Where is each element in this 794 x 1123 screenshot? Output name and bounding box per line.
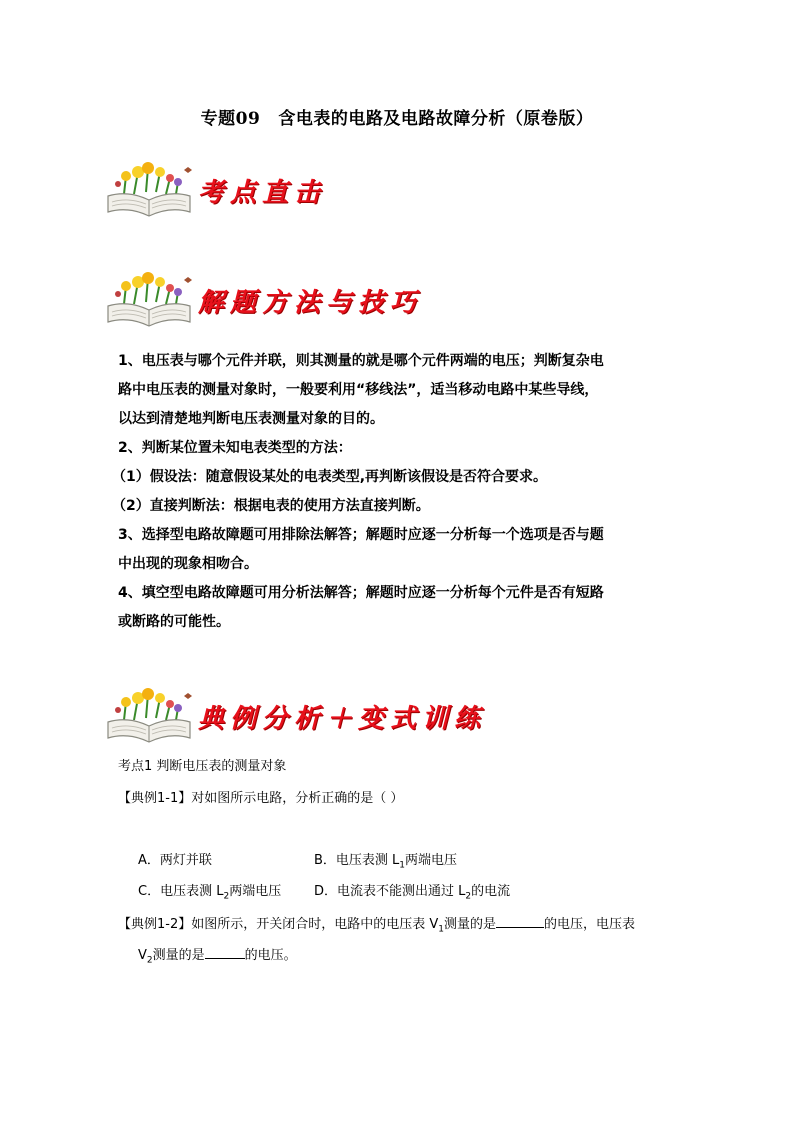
- answer-blank[interactable]: [496, 913, 544, 928]
- answer-blank[interactable]: [205, 944, 245, 959]
- method-line: 1、电压表与哪个元件并联，则其测量的就是哪个元件两端的电压；判断复杂电: [118, 353, 604, 369]
- book-flowers-icon: [104, 688, 194, 744]
- title-text: 含电表的电路及电路故障分析（原卷版）: [278, 109, 594, 129]
- kaodian-heading: 考点1 判断电压表的测量对象: [118, 759, 287, 774]
- option-b: B．电压表测 $L_1$两端电压: [314, 853, 458, 871]
- method-line: （1）假设法：随意假设某处的电表类型,再判断该假设是否符合要求。: [112, 469, 548, 485]
- title-prefix: 专题09: [200, 109, 261, 129]
- section-banner-examples: [104, 686, 486, 746]
- method-line: 3、选择型电路故障题可用排除法解答；解题时应逐一分析每一个选项是否与题: [118, 527, 604, 543]
- section-banner-methods: [104, 270, 422, 330]
- method-line: （2）直接判断法：根据电表的使用方法直接判断。: [112, 498, 430, 514]
- section-banner-kaodian: [104, 160, 326, 220]
- method-line: 以达到清楚地判断电压表测量对象的目的。: [118, 411, 384, 427]
- book-flowers-icon: [104, 162, 194, 218]
- option-c: C．电压表测 $L_2$两端电压: [138, 884, 282, 902]
- book-flowers-icon: [104, 272, 194, 328]
- method-line: 2、判断某位置未知电表类型的方法：: [118, 440, 352, 456]
- banner-label: 考点直击: [198, 177, 327, 208]
- example-tag: 【典例1-1】: [118, 791, 192, 806]
- banner-label: 典例分析＋变式训练: [198, 703, 487, 734]
- method-1: [112, 347, 684, 637]
- method-line: 或断路的可能性。: [118, 614, 230, 630]
- option-a: A．两灯并联: [138, 853, 212, 868]
- option-d: D．电流表不能测出通过 $L_2$的电流: [314, 884, 511, 902]
- example-text: 对如图所示电路，分析正确的是（ ）: [191, 791, 404, 806]
- example-1-1: [118, 789, 403, 809]
- page-title: [0, 104, 794, 129]
- banner-label: 解题方法与技巧: [198, 287, 423, 318]
- method-line: 中出现的现象相吻合。: [118, 556, 258, 572]
- example-tag: 【典例1-2】: [118, 917, 192, 932]
- method-line: 4、填空型电路故障题可用分析法解答；解题时应逐一分析每个元件是否有短路: [118, 585, 604, 601]
- example-1-2: 【典例1-2】如图所示，开关闭合时，电路中的电压表 $V_1$测量的是 的电压，电压表: [118, 913, 688, 940]
- example-1-2-line2: $V_2$测量的是 的电压。: [138, 944, 297, 971]
- method-line: 路中电压表的测量对象时，一般要利用“移线法”，适当移动电路中某些导线，: [118, 382, 599, 398]
